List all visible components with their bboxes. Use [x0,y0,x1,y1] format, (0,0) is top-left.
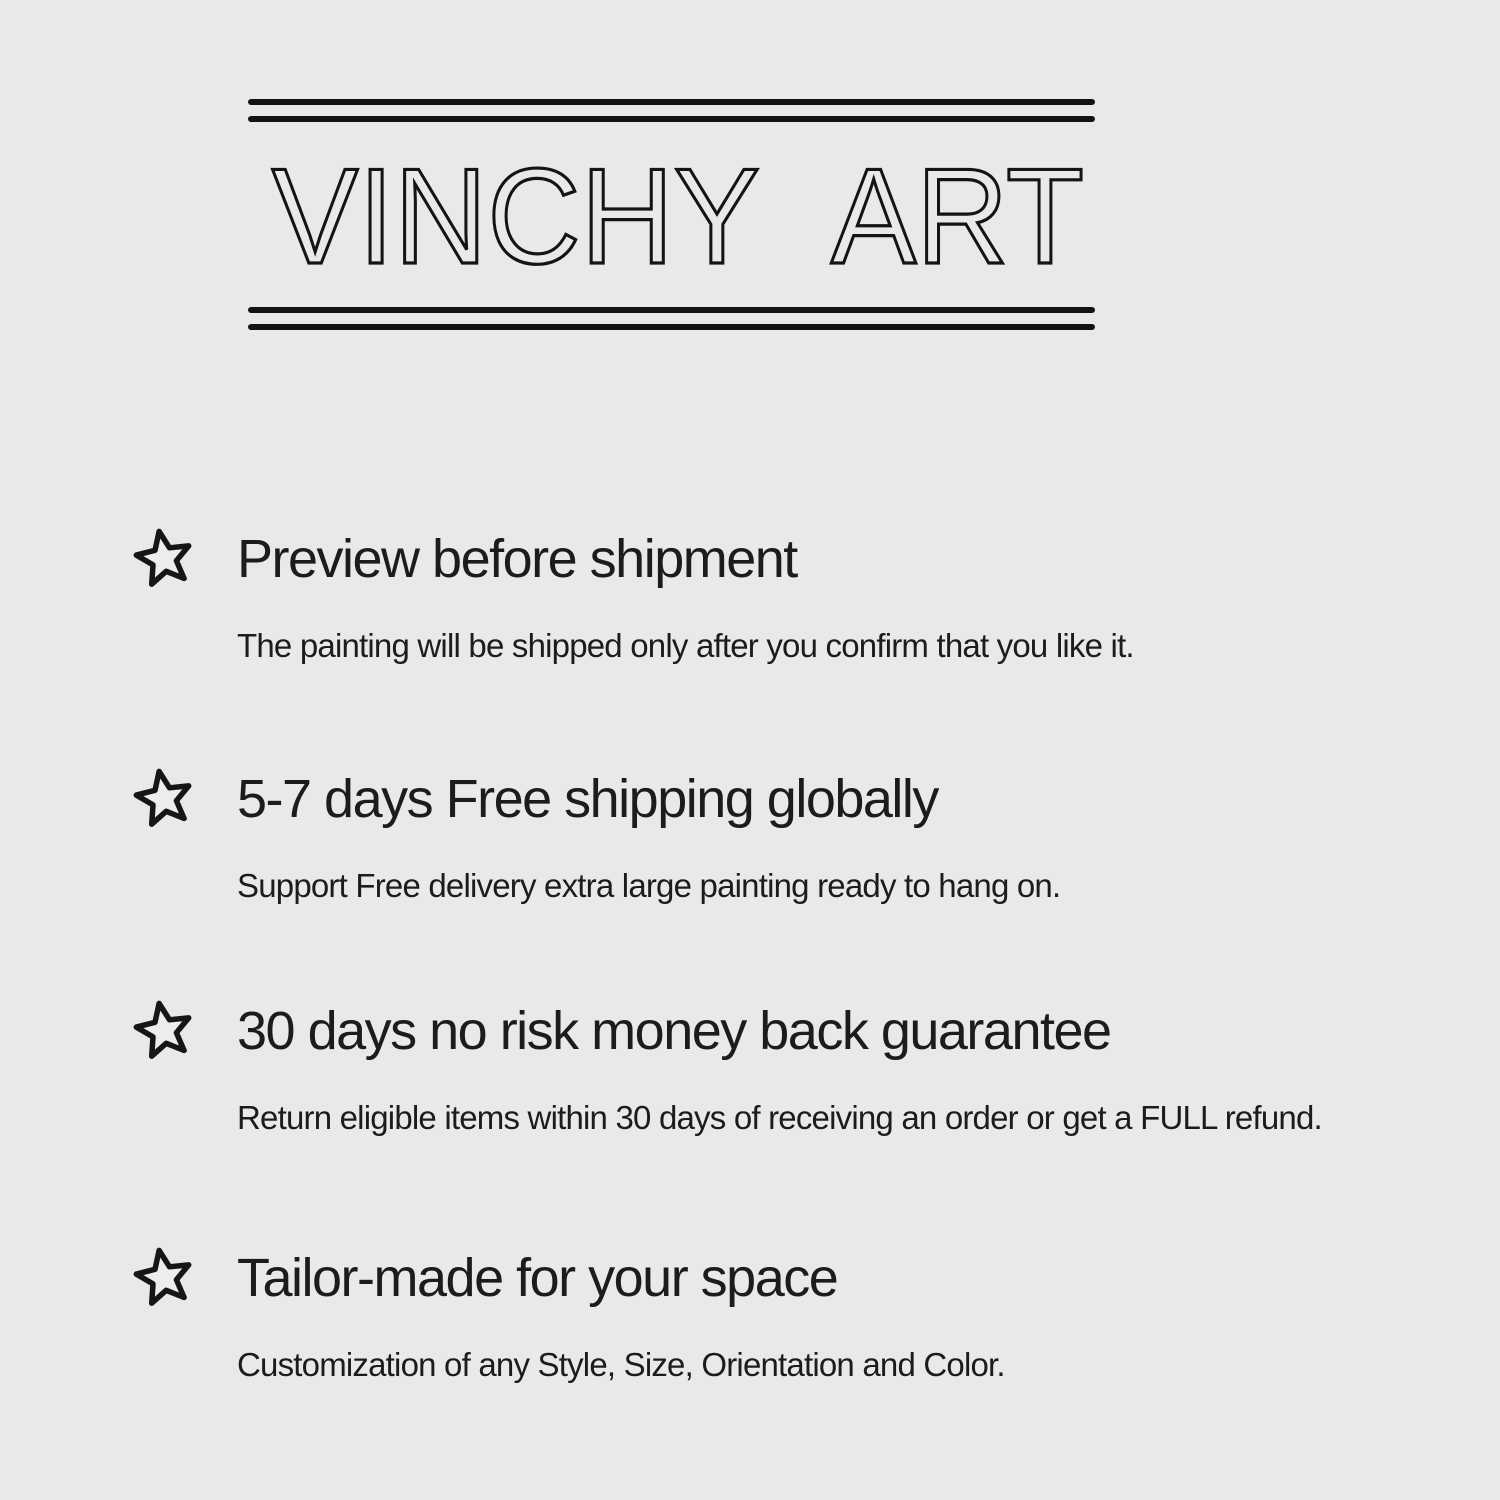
feature-description: Customization of any Style, Size, Orientation and Color. [237,1346,1005,1383]
feature-heading: Tailor-made for your space [237,1248,838,1308]
brand-logo [248,140,1095,292]
feature-heading: 30 days no risk money back guarantee [237,1001,1111,1061]
feature-heading: Preview before shipment [237,529,797,589]
star-icon [133,1247,195,1309]
star-icon [133,768,195,830]
bottom-rule-1 [248,307,1095,313]
feature-description: The painting will be shipped only after you confirm that you like it. [237,627,1134,664]
feature-head [133,528,1473,590]
feature-item-moneyback [133,1000,1473,1138]
feature-head [133,768,1473,830]
feature-description: Return eligible items within 30 days of receiving an order or get a FULL refund. [237,1099,1322,1136]
feature-heading: 5-7 days Free shipping globally [237,769,938,829]
star-icon [133,528,195,590]
top-rule-2 [248,116,1095,122]
bottom-rule-2 [248,324,1095,330]
brand-header [248,0,1095,340]
top-rule-1 [248,99,1095,105]
star-icon [133,1000,195,1062]
feature-head [133,1247,1473,1309]
feature-head [133,1000,1473,1062]
feature-item-tailormade [133,1247,1473,1385]
feature-description: Support Free delivery extra large painting ready to hang on. [237,867,1061,904]
feature-item-preview [133,528,1473,666]
brand-word-1: VINCHY [272,140,760,292]
feature-item-shipping [133,768,1473,906]
brand-word-2: ART [831,140,1084,292]
